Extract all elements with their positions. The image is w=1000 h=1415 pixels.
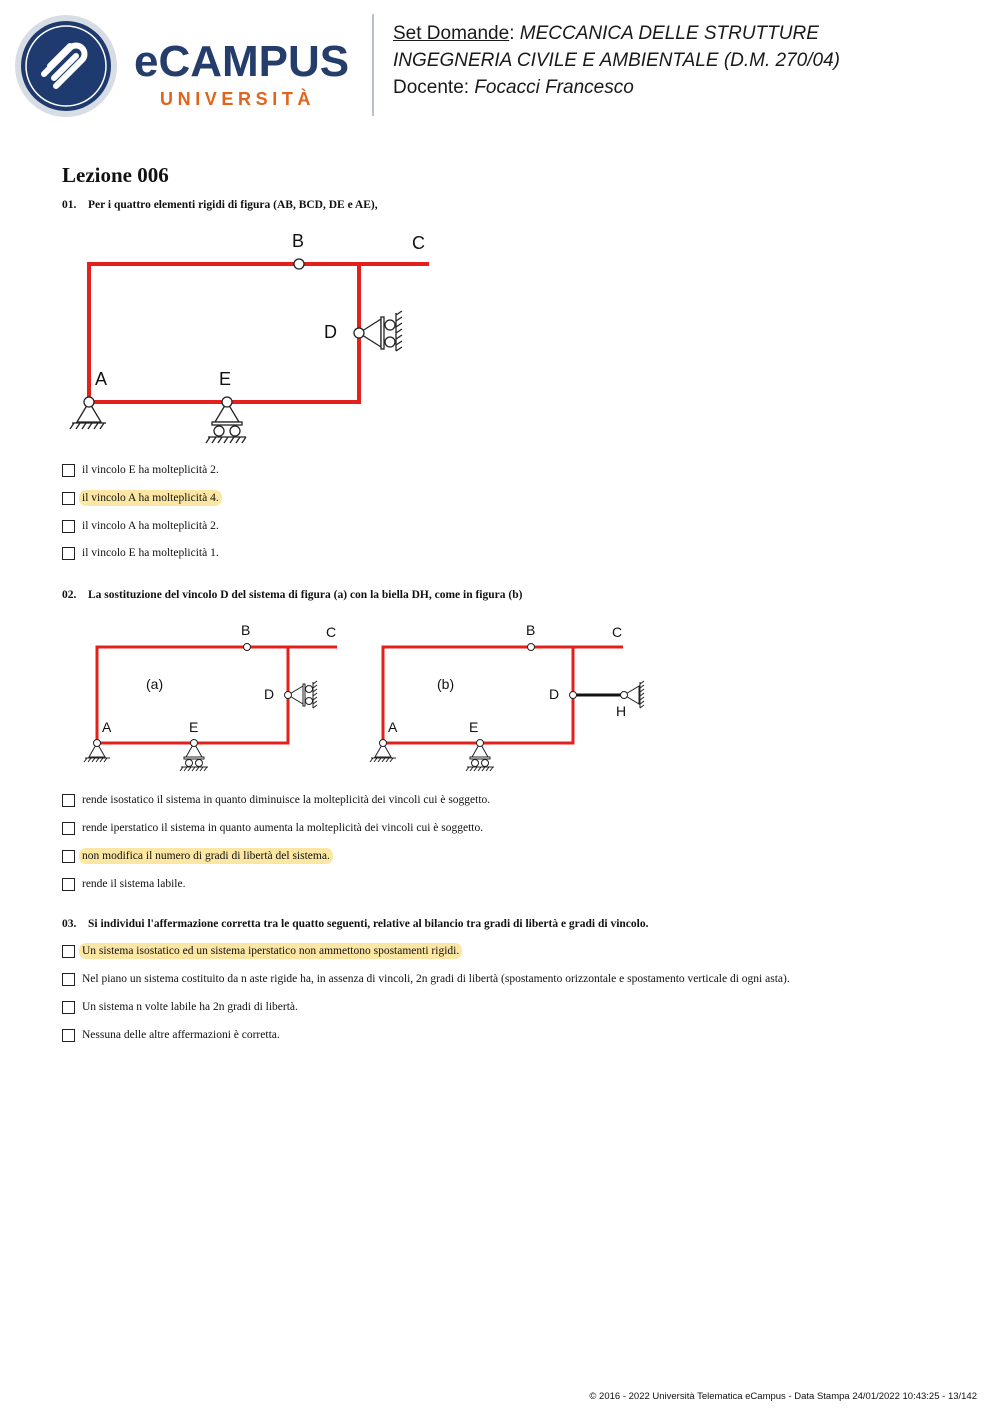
logo-subtext: UNIVERSITÀ — [160, 89, 316, 109]
checkbox[interactable] — [62, 520, 75, 533]
q3-answer-3[interactable] — [62, 998, 301, 1016]
q2-answer-1[interactable] — [62, 791, 493, 809]
answer-text: Un sistema isostatico ed un sistema iperstatico non ammettono spostamenti rigidi. — [79, 943, 462, 959]
question-2-text — [62, 589, 522, 601]
answer-text: Un sistema n volte labile ha 2n gradi di libertà. — [82, 1001, 298, 1013]
lesson-title: Lezione 006 — [62, 163, 169, 187]
figure-tag-b: (b) — [437, 676, 455, 692]
answer-text: Nel piano un sistema costituito da n aste rigide ha, in assenza di vincoli, 2n gradi di libertà (spostamento orizzontale e spostamento verticale di ogni asta). — [82, 973, 790, 985]
q1-answer-1[interactable] — [62, 461, 222, 479]
answer-text: il vincolo E ha molteplicità 1. — [82, 547, 219, 559]
question-3-number: 03. — [62, 918, 77, 930]
checkbox[interactable] — [62, 547, 75, 560]
set-label: Set Domande — [393, 23, 510, 44]
answer-text: il vincolo A ha molteplicità 4. — [79, 490, 222, 506]
checkbox[interactable] — [62, 850, 75, 863]
figure-tag-a: (a) — [146, 676, 164, 692]
answer-text: rende isostatico il sistema in quanto diminuisce la molteplicità dei vincoli cui è soggetto. — [82, 794, 491, 806]
checkbox[interactable] — [62, 878, 75, 891]
question-1-number: 01. — [62, 199, 77, 211]
checkbox[interactable] — [62, 464, 75, 477]
label-b: B — [292, 231, 305, 251]
q3-answer-1[interactable] — [62, 942, 462, 960]
course-degree: INGEGNERIA CIVILE E AMBIENTALE (D.M. 270/04) — [393, 50, 840, 71]
answer-text: non modifica il numero di gradi di libertà del sistema. — [79, 848, 333, 864]
answer-text: Nessuna delle altre affermazioni è corretta. — [82, 1029, 280, 1041]
checkbox[interactable] — [62, 1001, 75, 1014]
q1-answer-4[interactable] — [62, 544, 222, 562]
question-2-prompt: La sostituzione del vincolo D del sistema di figura (a) con la biella DH, come in figura (b) — [88, 589, 523, 601]
answer-text: il vincolo A ha molteplicità 2. — [82, 520, 219, 532]
label-c: C — [326, 624, 337, 640]
answer-text: rende il sistema labile. — [82, 878, 186, 890]
label-e: E — [189, 719, 199, 735]
ecampus-logo-emblem — [14, 14, 118, 118]
label-d: D — [324, 322, 337, 342]
member-ab — [89, 264, 299, 402]
q1-answer-3[interactable] — [62, 517, 222, 535]
label-b: B — [241, 622, 251, 638]
checkbox[interactable] — [62, 492, 75, 505]
q3-answer-4[interactable] — [62, 1026, 283, 1044]
q2-answer-3[interactable] — [62, 847, 333, 865]
teacher-label: Docente: — [393, 77, 475, 98]
q1-answer-2[interactable] — [62, 489, 222, 507]
header-info — [393, 20, 840, 101]
q2-answer-2[interactable] — [62, 819, 486, 837]
header-line-1 — [393, 20, 840, 47]
logo-wordmark: eCAMPUS — [134, 37, 350, 86]
checkbox[interactable] — [62, 1029, 75, 1042]
header-divider — [372, 14, 374, 116]
question-2-figure-b — [366, 618, 656, 780]
checkbox[interactable] — [62, 794, 75, 807]
q3-answer-2[interactable] — [62, 970, 793, 988]
header-line-3 — [393, 74, 840, 101]
question-1-text — [62, 199, 378, 211]
page-footer: © 2016 - 2022 Università Telematica eCampus - Data Stampa 24/01/2022 10:43:25 - 13/142 — [589, 1391, 977, 1402]
question-2-number: 02. — [62, 589, 77, 601]
label-a: A — [102, 719, 112, 735]
label-b: B — [526, 622, 536, 638]
question-2-figure-a — [80, 618, 350, 780]
question-3-prompt: Si individui l'affermazione corretta tra le quatto seguenti, relative al bilancio tra gradi di libertà e gradi di vincolo. — [88, 918, 649, 930]
answer-text: rende iperstatico il sistema in quanto aumenta la molteplicità dei vincoli cui è soggetto. — [82, 822, 484, 834]
label-h: H — [616, 703, 627, 719]
label-e: E — [219, 369, 232, 389]
label-c: C — [412, 233, 425, 253]
member-de — [225, 264, 359, 402]
question-3-text — [62, 918, 648, 930]
checkbox[interactable] — [62, 822, 75, 835]
roller-support-d — [354, 311, 402, 351]
teacher-name: Focacci Francesco — [474, 77, 634, 98]
set-separator: : — [509, 23, 520, 44]
question-1-prompt: Per i quattro elementi rigidi di figura (AB, BCD, DE e AE), — [88, 199, 378, 211]
label-c: C — [612, 624, 623, 640]
checkbox[interactable] — [62, 945, 75, 958]
course-name: MECCANICA DELLE STRUTTURE — [519, 23, 819, 44]
label-a: A — [95, 369, 108, 389]
label-d: D — [264, 686, 275, 702]
label-a: A — [388, 719, 398, 735]
label-d: D — [549, 686, 560, 702]
label-e: E — [469, 719, 479, 735]
checkbox[interactable] — [62, 973, 75, 986]
q2-answer-4[interactable] — [62, 875, 188, 893]
question-1-figure — [60, 225, 440, 447]
answer-text: il vincolo E ha molteplicità 2. — [82, 464, 219, 476]
hinge-b — [294, 259, 304, 269]
